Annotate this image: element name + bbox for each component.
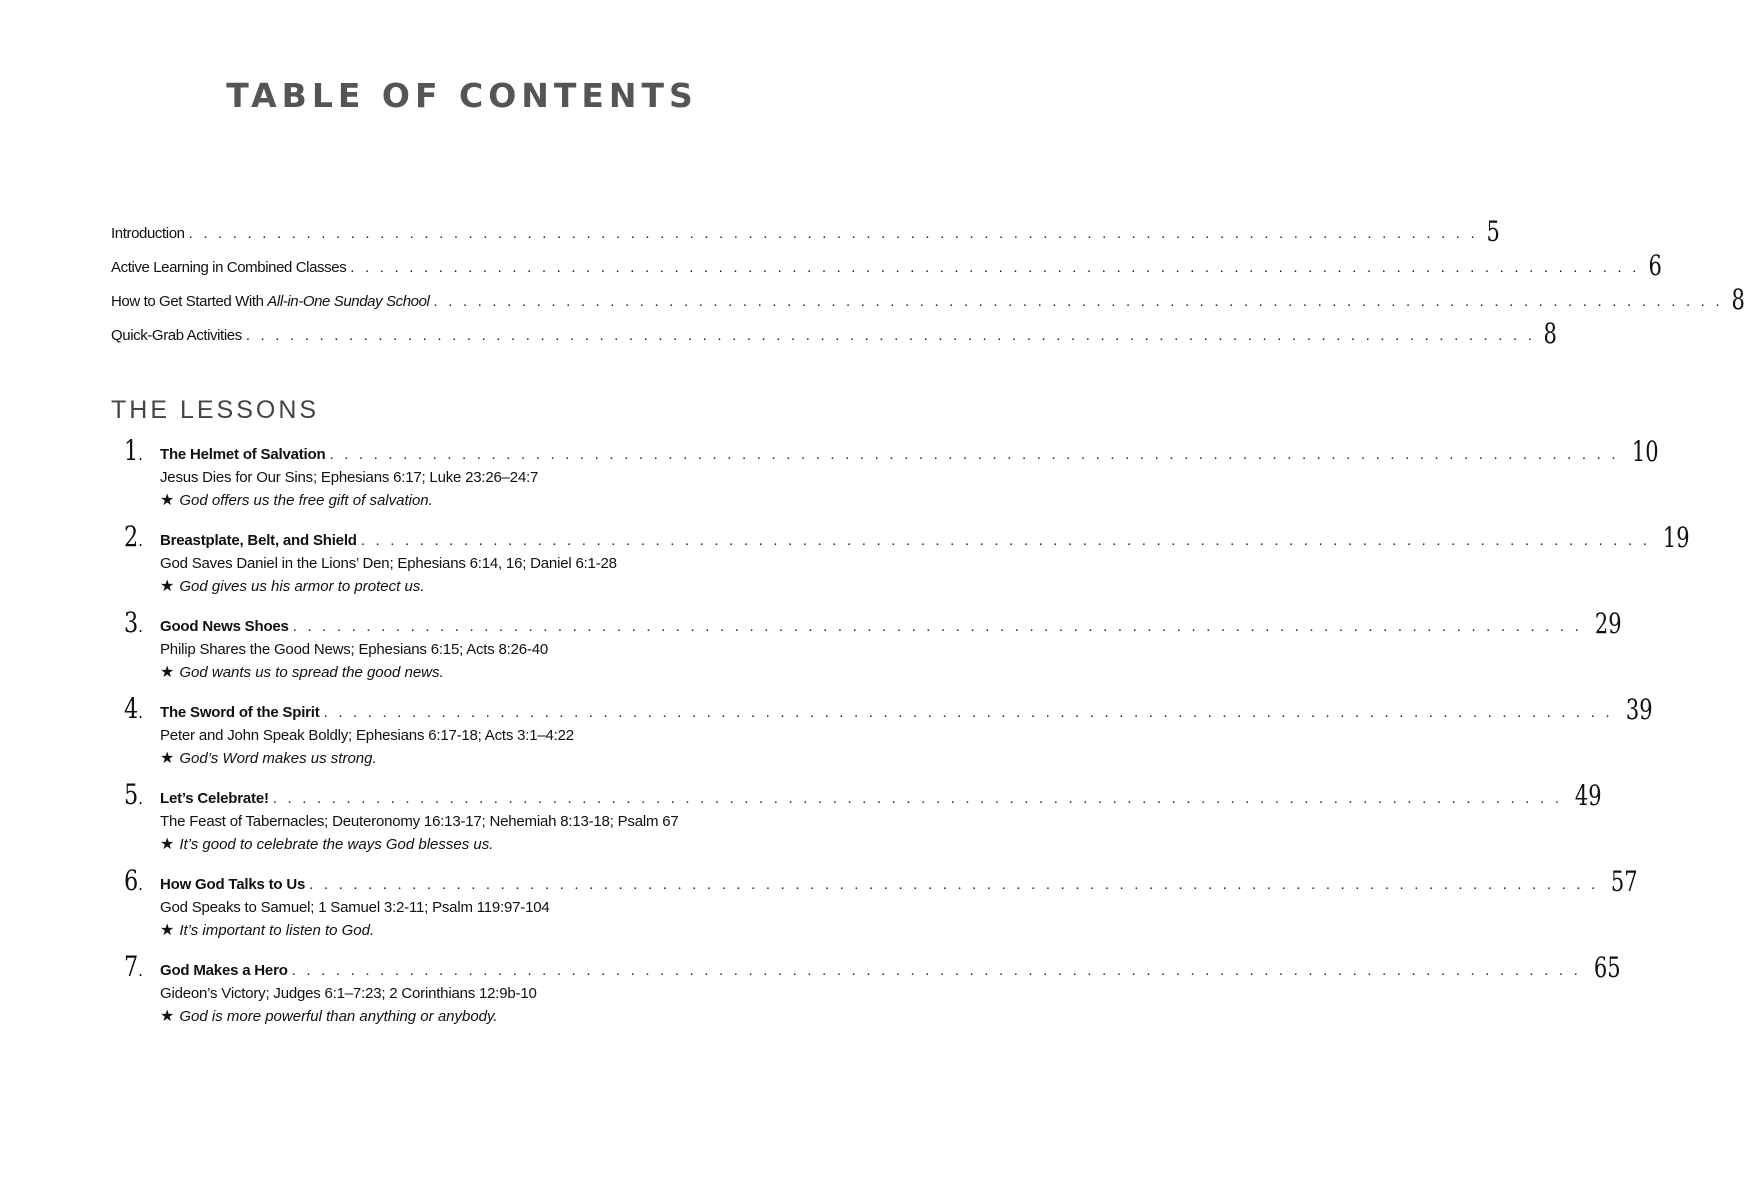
lesson-heading: [160, 951, 1621, 984]
key-point: ★ God wants us to spread the good news.: [160, 664, 444, 681]
lesson-title: How God Talks to Us: [160, 876, 306, 893]
lesson-entry[interactable]: [124, 950, 1621, 1038]
dot-leader: . . . . . . . . . . . . . . . . . . . . . . . . . . . . . . . . . . . . . . . . . . . . . . . . . . . . . . . . . . . . . . . . . . . . . . . . . . . . . . . . . . . . . . . .: [188, 225, 1478, 242]
lesson-entry[interactable]: [124, 520, 1690, 608]
front-matter-list: [111, 212, 1745, 350]
scripture-reference: Philip Shares the Good News; Ephesians 6:15; Acts 8:26-40: [160, 641, 549, 658]
dot-leader: . . . . . . . . . . . . . . . . . . . . . . . . . . . . . . . . . . . . . . . . . . . . . . . . . . . . . . . . . . . . . . . . . . . . . . . . . . . . . . . . . . . . . . . .: [272, 790, 1563, 807]
key-point: ★ It’s good to celebrate the ways God blesses us.: [160, 836, 494, 853]
lesson-entry[interactable]: [124, 434, 1659, 522]
scripture-reference: Peter and John Speak Boldly; Ephesians 6:17-18; Acts 3:1–4:22: [160, 727, 574, 744]
star-icon: ★: [160, 922, 175, 939]
key-point: ★ It’s important to listen to God.: [160, 922, 375, 939]
entry-label: Quick-Grab Activities: [111, 327, 242, 344]
lesson-title: Good News Shoes: [160, 618, 289, 635]
lesson-entry[interactable]: [124, 778, 1602, 866]
star-icon: ★: [160, 578, 175, 595]
page-number: 5: [1486, 215, 1500, 248]
toc-entry-get-started[interactable]: [111, 280, 1745, 316]
lesson-number: 4.: [124, 692, 143, 725]
scripture-reference: Jesus Dies for Our Sins; Ephesians 6:17; Luke 23:26–24:7: [160, 469, 539, 486]
dot-leader: . . . . . . . . . . . . . . . . . . . . . . . . . . . . . . . . . . . . . . . . . . . . . . . . . . . . . . . . . . . . . . . . . . . . . . . . . . . . . . . . . . . . . . . .: [350, 259, 1640, 276]
toc-entry-active-learning[interactable]: [111, 246, 1662, 282]
dot-leader: . . . . . . . . . . . . . . . . . . . . . . . . . . . . . . . . . . . . . . . . . . . . . . . . . . . . . . . . . . . . . . . . . . . . . . . . . . . . . . . . . . . . . . . .: [323, 704, 1613, 721]
lesson-title: Let’s Celebrate!: [160, 790, 269, 807]
toc-entry-quick-grab[interactable]: [111, 314, 1557, 350]
page-number: 57: [1611, 865, 1639, 898]
lesson-heading: [160, 435, 1659, 468]
lesson-entry[interactable]: [124, 864, 1639, 952]
star-icon: ★: [160, 1008, 175, 1025]
scripture-reference: Gideon’s Victory; Judges 6:1–7:23; 2 Corinthians 12:9b-10: [160, 985, 537, 1002]
lesson-title: The Sword of the Spirit: [160, 704, 320, 721]
lesson-heading: [160, 607, 1622, 640]
dot-leader: . . . . . . . . . . . . . . . . . . . . . . . . . . . . . . . . . . . . . . . . . . . . . . . . . . . . . . . . . . . . . . . . . . . . . . . . . . . . . . . . . . . . . . . .: [291, 962, 1581, 979]
dot-leader: . . . . . . . . . . . . . . . . . . . . . . . . . . . . . . . . . . . . . . . . . . . . . . . . . . . . . . . . . . . . . . . . . . . . . . . . . . . . . . . . . . . . . . . .: [360, 532, 1651, 549]
lesson-number: 2.: [124, 520, 143, 553]
lesson-number: 3.: [124, 606, 143, 639]
lesson-title: God Makes a Hero: [160, 962, 288, 979]
lesson-heading: [160, 865, 1639, 898]
lesson-number: 5.: [124, 778, 143, 811]
star-icon: ★: [160, 750, 175, 767]
lesson-entry[interactable]: [124, 692, 1653, 780]
page-number: 39: [1625, 693, 1653, 726]
dot-leader: . . . . . . . . . . . . . . . . . . . . . . . . . . . . . . . . . . . . . . . . . . . . . . . . . . . . . . . . . . . . . . . . . . . . . . . . . . . . . . . . . . . . . . . .: [245, 327, 1536, 344]
section-heading-lessons: THE LESSONS: [111, 396, 320, 424]
key-point: ★ God offers us the free gift of salvation.: [160, 492, 433, 509]
lesson-number: 6.: [124, 864, 143, 897]
lesson-title: Breastplate, Belt, and Shield: [160, 532, 357, 549]
scripture-reference: God Saves Daniel in the Lions’ Den; Ephesians 6:14, 16; Daniel 6:1-28: [160, 555, 617, 572]
star-icon: ★: [160, 836, 175, 853]
lesson-entry[interactable]: [124, 606, 1622, 694]
page-number: 49: [1575, 779, 1602, 812]
key-point: ★ God’s Word makes us strong.: [160, 750, 377, 767]
star-icon: ★: [160, 492, 175, 509]
page-number: 8: [1731, 283, 1745, 316]
dot-leader: . . . . . . . . . . . . . . . . . . . . . . . . . . . . . . . . . . . . . . . . . . . . . . . . . . . . . . . . . . . . . . . . . . . . . . . . . . . . . . . . . . . . . . . .: [433, 293, 1723, 310]
lesson-heading: [160, 693, 1653, 726]
lesson-heading: [160, 779, 1602, 812]
page-number: 10: [1631, 435, 1659, 468]
page-number: 8: [1543, 317, 1557, 350]
page-number: 29: [1594, 607, 1622, 640]
scripture-reference: God Speaks to Samuel; 1 Samuel 3:2-11; Psalm 119:97-104: [160, 899, 550, 916]
lesson-number: 1.: [124, 434, 143, 467]
lesson-number: 7.: [124, 950, 143, 983]
entry-label: Active Learning in Combined Classes: [111, 259, 347, 276]
lesson-heading: [160, 521, 1690, 554]
entry-label: Introduction: [111, 225, 185, 242]
star-icon: ★: [160, 664, 175, 681]
entry-label: How to Get Started With All-in-One Sunday School: [111, 293, 430, 310]
dot-leader: . . . . . . . . . . . . . . . . . . . . . . . . . . . . . . . . . . . . . . . . . . . . . . . . . . . . . . . . . . . . . . . . . . . . . . . . . . . . . . . . . . . . . . . .: [292, 618, 1583, 635]
key-point: ★ God is more powerful than anything or anybody.: [160, 1008, 498, 1025]
page-number: 65: [1593, 951, 1621, 984]
lesson-title: The Helmet of Salvation: [160, 446, 326, 463]
scripture-reference: The Feast of Tabernacles; Deuteronomy 16:13-17; Nehemiah 8:13-18; Psalm 67: [160, 813, 679, 830]
key-point: ★ God gives us his armor to protect us.: [160, 578, 425, 595]
dot-leader: . . . . . . . . . . . . . . . . . . . . . . . . . . . . . . . . . . . . . . . . . . . . . . . . . . . . . . . . . . . . . . . . . . . . . . . . . . . . . . . . . . . . . . . .: [309, 876, 1599, 893]
lessons-list: [124, 434, 1690, 1038]
page-number: 6: [1648, 249, 1662, 282]
page-title: TABLE OF CONTENTS: [226, 76, 698, 115]
page-number: 19: [1662, 521, 1690, 554]
toc-entry-introduction[interactable]: [111, 212, 1500, 248]
dot-leader: . . . . . . . . . . . . . . . . . . . . . . . . . . . . . . . . . . . . . . . . . . . . . . . . . . . . . . . . . . . . . . . . . . . . . . . . . . . . . . . . . . . . . . . .: [329, 446, 1619, 463]
